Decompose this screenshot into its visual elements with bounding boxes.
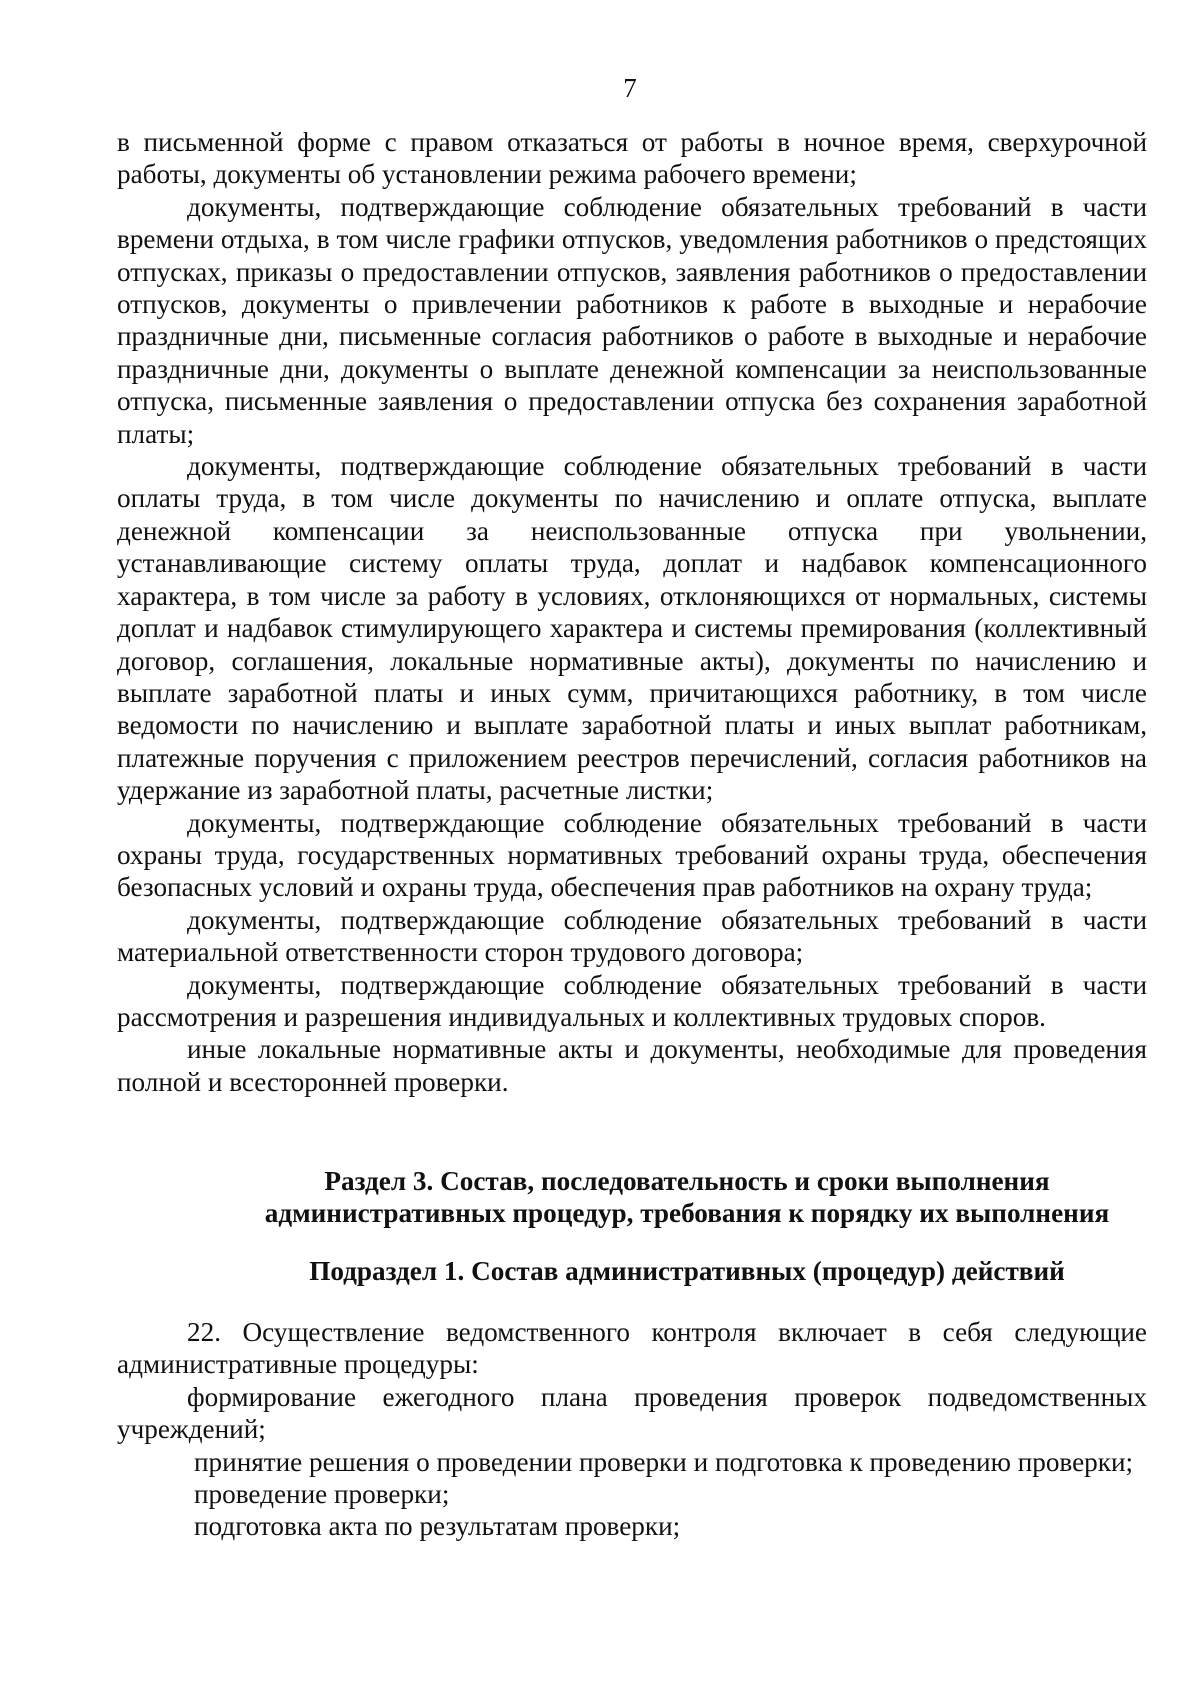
paragraph: в письменной форме с правом отказаться от работы в ночное время, сверхурочной работы, документы об установлении режима рабочего времени; <box>117 127 1147 190</box>
procedure-item: 22. Осуществление ведомственного контроля включает в себя следующие административные процедуры: <box>117 1317 1147 1380</box>
paragraph: документы, подтверждающие соблюдение обязательных требований в части материальной ответственности сторон трудового договора; <box>117 904 1147 968</box>
procedures-list <box>117 1316 1147 1543</box>
procedure-item: принятие решения о проведении проверки и подготовка к проведению проверки; <box>194 1446 1134 1477</box>
procedure-item: формирование ежегодного плана проведения проверок подведомственных учреждений; <box>117 1381 1147 1445</box>
paragraph: документы, подтверждающие соблюдение обязательных требований в части оплаты труда, в том числе документы по начислению и оплате отпуска, выплате денежной компенсации за неиспользованные отпуска при увольнении, устанавливающие систему оплаты труда, доплат и надбавок компенсационного характера, в том числе за работу в условиях, отклоняющихся от нормальных, системы доплат и надбавок стимулирующего характера и системы премирования (коллективный договор, соглашения, локальные нормативные акты), документы по начислению и выплате заработной платы и иных сумм, причитающихся работнику, в том числе ведомости по начислению и выплате заработной платы и иных выплат работникам, платежные поручения с приложением реестров перечислений, согласия работников на удержание из заработной платы, расчетные листки; <box>117 451 1147 806</box>
procedure-item: подготовка акта по результатам проверки; <box>194 1511 681 1542</box>
page-number: 7 <box>623 73 637 103</box>
paragraph: документы, подтверждающие соблюдение обязательных требований в части времени отдыха, в том числе графики отпусков, уведомления работников о предстоящих отпусках, приказы о предоставлении отпусков, заявления работников о предоставлении отпусков, документы о привлечении работников к работе в выходные и нерабочие праздничные дни, письменные согласия работников о работе в выходные и нерабочие праздничные дни, документы о выплате денежной компенсации за неиспользованные отпуска, письменные заявления о предоставлении отпуска без сохранения заработной платы; <box>117 191 1147 449</box>
paragraph: документы, подтверждающие соблюдение обязательных требований в части рассмотрения и разрешения индивидуальных и коллективных трудовых споров. <box>117 969 1147 1032</box>
subsection-heading: Подраздел 1. Состав административных (процедур) действий <box>309 1256 1065 1286</box>
section-heading <box>117 1165 1200 1230</box>
procedure-item: проведение проверки; <box>194 1479 450 1510</box>
paragraph: иные локальные нормативные акты и документы, необходимые для проведения полной и всесторонней проверки. <box>117 1034 1147 1097</box>
paragraph: документы, подтверждающие соблюдение обязательных требований в части охраны труда, государственных нормативных требований охраны труда, обеспечения безопасных условий и охраны труда, обеспечения прав работников на охрану труда; <box>117 807 1147 903</box>
document-body <box>117 126 1147 1098</box>
section-heading-line: административных процедур, требования к порядку их выполнения <box>264 1198 1110 1229</box>
section-heading-line: Раздел 3. Состав, последовательность и сроки выполнения <box>324 1166 1050 1196</box>
